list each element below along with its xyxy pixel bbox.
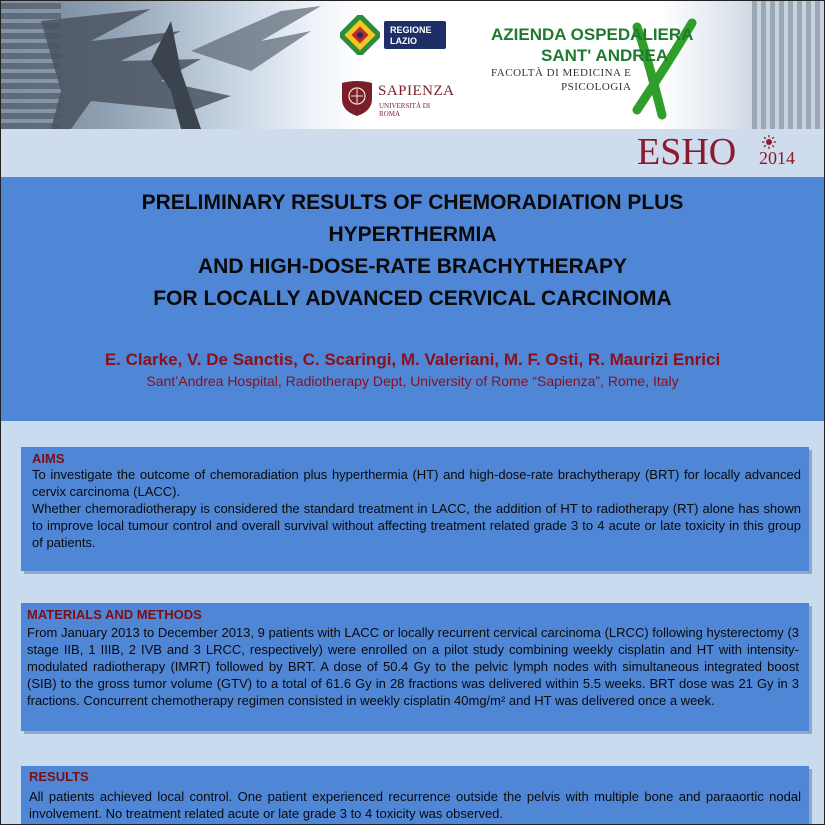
affiliation: Sant’Andrea Hospital, Radiotherapy Dept, University of Rome “Sapienza”, Rome, Italy xyxy=(146,373,679,389)
results-section xyxy=(21,766,809,825)
lazio-line1: REGIONE xyxy=(390,25,432,35)
aims-paragraph: To investigate the outcome of chemoradiation plus hyperthermia (HT) and high-dose-rate brachytherapy (BRT) for locally advanced cervix carcinoma (LACC). xyxy=(32,467,801,499)
lazio-emblem-icon xyxy=(340,15,380,55)
aims-section xyxy=(21,447,809,571)
aims-paragraph: Whether chemoradiotherapy is considered the standard treatment in LACC, the addition of HT to radiotherapy (RT) alone has shown to improve local tumour control and overall survival without affecting treatment related grade 3 to 4 acute or late toxicity in this group of patients. xyxy=(32,501,801,550)
header-banner xyxy=(1,1,824,129)
sapienza-logo xyxy=(340,77,455,121)
results-paragraph: All patients achieved local control. One patient experienced recurrence outside the pelvis with multiple bone and paraaortic nodal involvement. No treatment related acute or late grade 3 to 4 toxicity was observed. xyxy=(29,789,801,821)
results-heading: RESULTS xyxy=(29,769,89,784)
lazio-label xyxy=(384,21,446,49)
hospital-line2: SANT' ANDREA xyxy=(541,46,669,65)
methods-heading: MATERIALS AND METHODS xyxy=(27,607,202,622)
building-photo-right xyxy=(752,1,824,129)
title-line: HYPERTHERMIA xyxy=(328,223,497,246)
sun-icon xyxy=(762,135,776,149)
hospital-line3: FACOLTÀ DI MEDICINA E xyxy=(491,67,632,79)
hospital-line1: AZIENDA OSPEDALIERA xyxy=(491,25,694,44)
esho-logo-text: ESHO xyxy=(637,131,737,173)
authors: E. Clarke, V. De Sanctis, C. Scaringi, M. Valeriani, M. F. Osti, R. Maurizi Enrici xyxy=(104,350,721,369)
methods-paragraph: From January 2013 to December 2013, 9 patients with LACC or locally recurrent cervical carcinoma (LRCC) following hysterectomy (3 stage IIB, 1 IIIB, 2 IVB and 3 LRCC, respectively) were enrolled on a pilot study combining weekly cisplatin and HT with intensity-modulated radiotherapy (IMRT) followed by BRT. A dose of 50.4 Gy to the pelvic lymph nodes with simultaneous integrated boost (SIB) to the gross tumor volume (GTV) to a total of 61.6 Gy in 28 fractions was delivered within 5.5 weeks. BRT dose was 21 Gy in 3 fractions. Concurrent chemotherapy regimen consisted in weekly cisplatin 40mg/m² and HT was delivered once a week. xyxy=(27,625,799,708)
lazio-line2: LAZIO xyxy=(390,36,417,46)
hospital-logo xyxy=(487,15,707,120)
title-line: AND HIGH-DOSE-RATE BRACHYTHERAPY xyxy=(198,255,627,278)
sapienza-subtitle: UNIVERSITÀ DI ROMA xyxy=(379,102,431,118)
sapienza-seal-icon xyxy=(340,79,374,117)
title-line: FOR LOCALLY ADVANCED CERVICAL CARCINOMA xyxy=(153,287,672,310)
regione-lazio-logo xyxy=(340,15,448,55)
aims-heading: AIMS xyxy=(32,451,65,466)
sapienza-name: SAPIENZA xyxy=(378,83,455,99)
angel-statue-image xyxy=(31,1,331,129)
methods-section xyxy=(21,603,809,731)
poster-title xyxy=(21,187,804,315)
title-panel xyxy=(1,177,824,421)
hospital-line4: PSICOLOGIA xyxy=(561,81,632,93)
esho-year: 2014 xyxy=(759,148,795,168)
title-line: PRELIMINARY RESULTS OF CHEMORADIATION PLUS xyxy=(141,191,684,214)
